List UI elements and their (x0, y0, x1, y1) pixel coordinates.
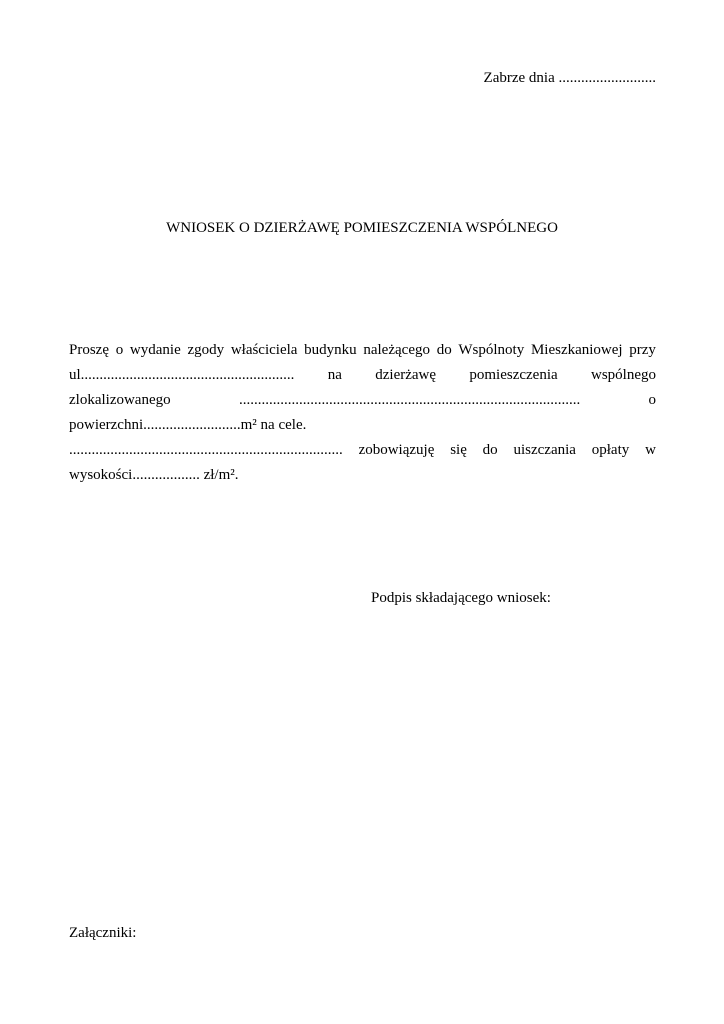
word: dzierżawę (375, 367, 437, 383)
word: Mieszkaniowej (530, 342, 623, 358)
location-field: ........................................................................................... (238, 392, 581, 408)
word: się (450, 442, 467, 458)
word: właściciela (230, 342, 298, 358)
word: należącego (363, 342, 430, 358)
word: Wspólnoty (458, 342, 525, 358)
word: wydanie (129, 342, 181, 358)
word: wspólnego (591, 367, 656, 383)
word: do (436, 342, 452, 358)
word: budynku (304, 342, 357, 358)
document-title: WNIOSEK O DZIERŻAWĘ POMIESZCZENIA WSPÓLNEGO (166, 220, 558, 236)
signature-label: Podpis składającego wniosek: (371, 590, 551, 606)
area-purpose-text: powierzchni..........................m² na cele. (69, 417, 307, 433)
street-field: ul......................................................... (69, 367, 295, 383)
word: o (115, 342, 124, 358)
word: uiszczania (513, 442, 576, 458)
word: opłaty (591, 442, 630, 458)
body-line-4 (69, 413, 656, 438)
word: zlokalizowanego (69, 392, 171, 408)
body-line-3 (69, 388, 656, 413)
word: zgody (187, 342, 225, 358)
body-line-1 (69, 338, 656, 363)
word: pomieszczenia (469, 367, 558, 383)
date-line: Zabrze dnia .......................... (483, 70, 656, 86)
word: na (327, 367, 342, 383)
word: Proszę (69, 342, 109, 358)
body-line-2 (69, 363, 656, 388)
word: przy (629, 342, 656, 358)
word: o (648, 392, 656, 408)
attachments-label: Załączniki: (69, 925, 137, 941)
word: zobowiązuję (358, 442, 435, 458)
word: do (482, 442, 498, 458)
fee-amount-text: wysokości.................. zł/m². (69, 467, 239, 483)
word: w (645, 442, 656, 458)
body-line-6 (69, 463, 656, 488)
purpose-field: ......................................................................... (69, 442, 343, 458)
request-body (69, 338, 656, 488)
body-line-5 (69, 438, 656, 463)
